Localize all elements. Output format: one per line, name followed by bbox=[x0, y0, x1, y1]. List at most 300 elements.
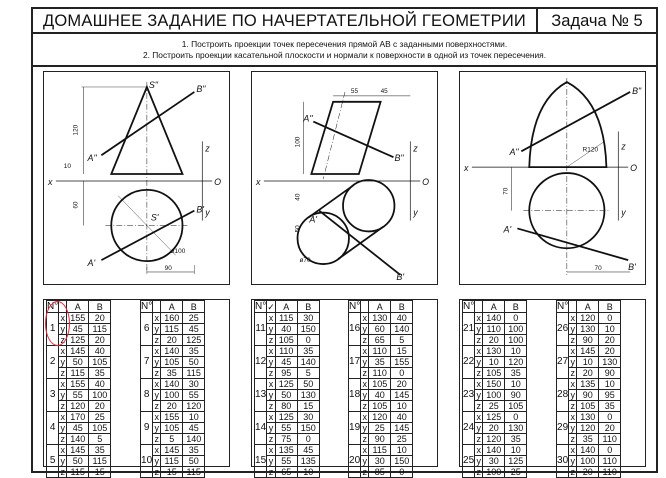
coord-label: y bbox=[362, 390, 367, 400]
value-b: 0 bbox=[599, 313, 621, 324]
header-a: A bbox=[275, 301, 297, 313]
variant-number: 6 bbox=[141, 313, 153, 346]
value-a: 50 bbox=[67, 456, 89, 467]
coord-label: x bbox=[60, 346, 65, 356]
coord-label: y bbox=[154, 390, 159, 400]
table-row bbox=[463, 445, 527, 456]
value-b: 140 bbox=[297, 357, 319, 368]
value-b: 95 bbox=[599, 390, 621, 401]
variant-number: 21 bbox=[463, 313, 475, 346]
value-b: 30 bbox=[183, 379, 205, 390]
point-b2-label: B" bbox=[196, 83, 206, 94]
value-a: 105 bbox=[483, 368, 505, 379]
coord-label: y bbox=[476, 456, 481, 466]
value-b: 45 bbox=[297, 445, 319, 456]
variant-number: 13 bbox=[255, 379, 267, 412]
axis-z-label: z bbox=[413, 143, 418, 154]
coord-label: y bbox=[570, 357, 575, 367]
value-b: 20 bbox=[89, 401, 111, 412]
value-b: 10 bbox=[505, 346, 527, 357]
coord-label: z bbox=[476, 467, 481, 477]
value-a: 110 bbox=[369, 368, 391, 379]
value-b: 145 bbox=[391, 423, 413, 434]
value-a: 125 bbox=[483, 412, 505, 423]
table-row bbox=[255, 412, 320, 423]
checkmark-icon: ✓ bbox=[267, 301, 275, 312]
value-b: 0 bbox=[599, 412, 621, 423]
variant-number: 5 bbox=[47, 445, 59, 478]
drawing-sheet bbox=[31, 7, 658, 477]
coord-label: y bbox=[476, 357, 481, 367]
coord-label: z bbox=[476, 335, 481, 345]
variant-table bbox=[556, 300, 621, 478]
value-a: 100 bbox=[577, 456, 599, 467]
value-b: 115 bbox=[89, 324, 111, 335]
coord-label: y bbox=[362, 423, 367, 433]
coord-label: z bbox=[362, 368, 367, 378]
value-b: 20 bbox=[89, 313, 111, 324]
instruction-2: 2. Построить проекции касательной плоскости и нормали к поверхности в одной из точек пересечения. bbox=[142, 50, 547, 60]
table-row bbox=[47, 346, 111, 357]
value-a: 115 bbox=[67, 467, 89, 478]
value-b: 35 bbox=[599, 401, 621, 412]
value-a: 135 bbox=[275, 445, 297, 456]
coord-label: x bbox=[362, 412, 367, 422]
coord-label: z bbox=[154, 401, 159, 411]
coord-label: z bbox=[267, 434, 276, 445]
coord-label: x bbox=[476, 445, 481, 455]
coord-label: y bbox=[154, 357, 159, 367]
coord-label: z bbox=[362, 434, 367, 444]
value-a: 50 bbox=[67, 357, 89, 368]
coord-label: z bbox=[570, 401, 575, 411]
point-b1-label: B' bbox=[396, 271, 405, 282]
coord-label: x bbox=[267, 379, 276, 390]
point-b2-label: B" bbox=[632, 85, 642, 96]
value-a: 105 bbox=[161, 357, 183, 368]
value-b: 0 bbox=[599, 445, 621, 456]
dim-70: 70 bbox=[502, 187, 510, 195]
variant-number: 22 bbox=[463, 346, 475, 379]
value-a: 20 bbox=[483, 335, 505, 346]
coord-label: z bbox=[267, 335, 276, 346]
value-a: 115 bbox=[161, 456, 183, 467]
value-b: 100 bbox=[505, 335, 527, 346]
value-a: 90 bbox=[577, 390, 599, 401]
value-a: 110 bbox=[369, 346, 391, 357]
value-a: 35 bbox=[369, 357, 391, 368]
value-b: 150 bbox=[391, 456, 413, 467]
dim-60: 60 bbox=[72, 201, 80, 209]
origin-label: O bbox=[422, 176, 430, 187]
value-b: 5 bbox=[89, 434, 111, 445]
coord-label: x bbox=[60, 379, 65, 389]
header-blank bbox=[569, 301, 577, 313]
value-b: 35 bbox=[183, 445, 205, 456]
value-a: 90 bbox=[369, 434, 391, 445]
value-b: 10 bbox=[391, 401, 413, 412]
table-row bbox=[141, 313, 205, 324]
value-b: 35 bbox=[505, 434, 527, 445]
header-b: B bbox=[183, 301, 205, 313]
value-b: 20 bbox=[599, 335, 621, 346]
variant-number: 20 bbox=[349, 445, 361, 478]
value-a: 120 bbox=[369, 412, 391, 423]
value-b: 5 bbox=[297, 368, 319, 379]
value-a: 115 bbox=[67, 368, 89, 379]
value-b: 35 bbox=[505, 368, 527, 379]
value-a: 100 bbox=[483, 390, 505, 401]
table-row bbox=[255, 445, 320, 456]
value-a: 125 bbox=[67, 335, 89, 346]
value-b: 20 bbox=[89, 335, 111, 346]
title-block bbox=[33, 9, 656, 34]
variant-number: 30 bbox=[557, 445, 569, 478]
axis-z-label: z bbox=[621, 141, 626, 152]
coord-label: x bbox=[570, 313, 575, 323]
table-row bbox=[255, 346, 320, 357]
coord-label: x bbox=[476, 412, 481, 422]
dim-d70: ø70 bbox=[299, 257, 311, 265]
table-row bbox=[349, 445, 413, 456]
value-a: 15 bbox=[161, 467, 183, 478]
coord-label: x bbox=[362, 445, 367, 455]
header-b: B bbox=[391, 301, 413, 313]
value-b: 40 bbox=[89, 379, 111, 390]
page-title: ДОМАШНЕЕ ЗАДАНИЕ ПО НАЧЕРТАТЕЛЬНОЙ ГЕОМЕТРИИ bbox=[33, 9, 538, 32]
coord-label: x bbox=[570, 412, 575, 422]
value-b: 100 bbox=[505, 324, 527, 335]
value-a: 145 bbox=[67, 445, 89, 456]
coord-label: x bbox=[570, 445, 575, 455]
axis-x-label: x bbox=[255, 176, 261, 187]
value-a: 115 bbox=[161, 324, 183, 335]
value-a: 120 bbox=[577, 423, 599, 434]
dim-100: 100 bbox=[294, 136, 302, 148]
value-b: 15 bbox=[297, 401, 319, 412]
variant-number: 9 bbox=[141, 412, 153, 445]
coord-label: x bbox=[476, 379, 481, 389]
variant-table bbox=[462, 300, 527, 478]
coord-label: y bbox=[570, 324, 575, 334]
value-a: 20 bbox=[161, 401, 183, 412]
value-a: 60 bbox=[369, 324, 391, 335]
header-a: A bbox=[67, 301, 89, 313]
value-b: 115 bbox=[183, 467, 205, 478]
point-a1-label: A' bbox=[309, 214, 318, 225]
origin-label: O bbox=[214, 176, 222, 187]
value-b: 0 bbox=[297, 335, 319, 346]
value-a: 25 bbox=[369, 423, 391, 434]
table-row bbox=[349, 412, 413, 423]
coord-label: y bbox=[267, 390, 276, 401]
value-a: 120 bbox=[577, 313, 599, 324]
value-b: 150 bbox=[297, 324, 319, 335]
table-row bbox=[47, 412, 111, 423]
variant-table bbox=[46, 300, 111, 478]
variant-table bbox=[254, 300, 320, 478]
variants-group-1 bbox=[43, 299, 230, 477]
variant-number: 24 bbox=[463, 412, 475, 445]
value-b: 145 bbox=[391, 390, 413, 401]
point-b1-label: B' bbox=[628, 262, 636, 273]
value-b: 20 bbox=[391, 379, 413, 390]
dim-r120: R120 bbox=[582, 146, 599, 154]
variants-group-3 bbox=[459, 299, 646, 477]
variant-number: 18 bbox=[349, 379, 361, 412]
value-b: 40 bbox=[391, 412, 413, 423]
value-b: 125 bbox=[505, 456, 527, 467]
value-a: 130 bbox=[577, 324, 599, 335]
coord-label: y bbox=[154, 456, 159, 466]
value-b: 15 bbox=[89, 467, 111, 478]
point-s2-label: S" bbox=[148, 79, 158, 90]
coord-label: z bbox=[60, 434, 65, 444]
value-b: 110 bbox=[599, 467, 621, 478]
table-row bbox=[349, 346, 413, 357]
value-b: 50 bbox=[297, 379, 319, 390]
value-b: 25 bbox=[505, 467, 527, 478]
value-a: 20 bbox=[161, 335, 183, 346]
axis-z-label: z bbox=[205, 143, 210, 154]
dim-50: 50 bbox=[294, 225, 302, 233]
header-b: B bbox=[297, 301, 319, 313]
origin-label: O bbox=[630, 163, 638, 174]
header-number: N° bbox=[255, 300, 267, 312]
table-row bbox=[557, 346, 621, 357]
value-b: 0 bbox=[505, 412, 527, 423]
value-a: 65 bbox=[369, 335, 391, 346]
header-a: A bbox=[161, 301, 183, 313]
coord-label: z bbox=[570, 368, 575, 378]
coord-label: y bbox=[362, 324, 367, 334]
value-a: 145 bbox=[67, 346, 89, 357]
coord-label: y bbox=[60, 423, 65, 433]
coord-label: x bbox=[60, 313, 65, 323]
coord-label: y bbox=[570, 423, 575, 433]
variant-number: 23 bbox=[463, 379, 475, 412]
coord-label: y bbox=[267, 324, 276, 335]
value-a: 140 bbox=[577, 445, 599, 456]
value-b: 10 bbox=[391, 445, 413, 456]
table-row bbox=[557, 445, 621, 456]
header-number: N° bbox=[463, 300, 475, 312]
axis-x-label: x bbox=[463, 163, 469, 174]
table-row bbox=[47, 313, 111, 324]
coord-label: y bbox=[60, 324, 65, 334]
coord-label: x bbox=[476, 346, 481, 356]
table-row bbox=[141, 379, 205, 390]
value-a: 140 bbox=[161, 346, 183, 357]
header-number: N° bbox=[141, 300, 153, 312]
header-a: A bbox=[369, 301, 391, 313]
value-b: 135 bbox=[297, 456, 319, 467]
value-a: 45 bbox=[275, 357, 297, 368]
point-s1-label: S' bbox=[150, 212, 159, 223]
coord-label: z bbox=[154, 368, 159, 378]
value-b: 0 bbox=[505, 313, 527, 324]
task-number: Задача № 5 bbox=[551, 12, 643, 30]
value-a: 35 bbox=[161, 368, 183, 379]
cylinder-drawing bbox=[252, 72, 437, 284]
value-b: 10 bbox=[599, 379, 621, 390]
coord-label: z bbox=[362, 467, 367, 477]
coord-label: y bbox=[476, 324, 481, 334]
value-a: 145 bbox=[577, 346, 599, 357]
value-b: 130 bbox=[599, 357, 621, 368]
table-row bbox=[141, 412, 205, 423]
sphere-drawing bbox=[460, 72, 645, 284]
value-b: 10 bbox=[599, 324, 621, 335]
value-a: 140 bbox=[67, 434, 89, 445]
coord-label: z bbox=[60, 401, 65, 411]
table-row bbox=[349, 379, 413, 390]
coord-label: z bbox=[154, 434, 159, 444]
coord-label: y bbox=[267, 456, 276, 467]
coord-label: y bbox=[476, 423, 481, 433]
value-a: 125 bbox=[275, 412, 297, 423]
value-a: 95 bbox=[275, 368, 297, 379]
coord-label: z bbox=[476, 401, 481, 411]
table-row bbox=[141, 445, 205, 456]
coord-label: x bbox=[154, 313, 159, 323]
coord-label: z bbox=[267, 368, 276, 379]
value-b: 30 bbox=[297, 313, 319, 324]
variant-number: 3 bbox=[47, 379, 59, 412]
value-b: 20 bbox=[599, 346, 621, 357]
header-blank bbox=[153, 301, 161, 313]
value-a: 105 bbox=[275, 335, 297, 346]
axis-y-label: y bbox=[621, 207, 626, 218]
variant-number: 29 bbox=[557, 412, 569, 445]
value-a: 130 bbox=[369, 313, 391, 324]
value-b: 35 bbox=[297, 346, 319, 357]
variant-number: 19 bbox=[349, 412, 361, 445]
coord-label: z bbox=[154, 467, 159, 477]
value-b: 25 bbox=[183, 313, 205, 324]
coord-label: x bbox=[154, 445, 159, 455]
value-a: 30 bbox=[483, 456, 505, 467]
value-a: 45 bbox=[67, 324, 89, 335]
coord-label: y bbox=[570, 456, 575, 466]
value-a: 80 bbox=[275, 401, 297, 412]
header-b: B bbox=[505, 301, 527, 313]
value-b: 115 bbox=[183, 368, 205, 379]
table-row bbox=[463, 313, 527, 324]
value-a: 40 bbox=[369, 390, 391, 401]
header-a: A bbox=[577, 301, 599, 313]
point-a1-label: A' bbox=[87, 258, 96, 269]
value-b: 10 bbox=[183, 412, 205, 423]
variant-table bbox=[348, 300, 413, 478]
value-a: 115 bbox=[275, 313, 297, 324]
value-a: 65 bbox=[275, 467, 297, 478]
value-a: 120 bbox=[483, 434, 505, 445]
dim-45: 45 bbox=[380, 87, 388, 95]
value-a: 145 bbox=[161, 445, 183, 456]
axis-y-label: y bbox=[413, 207, 418, 218]
coord-label: x bbox=[362, 346, 367, 356]
coord-label: y bbox=[570, 390, 575, 400]
coord-label: y bbox=[60, 456, 65, 466]
value-b: 130 bbox=[297, 390, 319, 401]
value-b: 10 bbox=[505, 379, 527, 390]
instructions bbox=[33, 34, 656, 67]
coord-label: y bbox=[60, 357, 65, 367]
value-a: 155 bbox=[67, 379, 89, 390]
dim-120: 120 bbox=[72, 124, 80, 136]
value-b: 105 bbox=[89, 357, 111, 368]
dim-55: 55 bbox=[350, 87, 359, 95]
value-b: 25 bbox=[89, 412, 111, 423]
figure-cylinder bbox=[251, 71, 438, 285]
table-row bbox=[47, 379, 111, 390]
coord-label: z bbox=[154, 335, 159, 345]
value-a: 115 bbox=[369, 445, 391, 456]
value-b: 150 bbox=[297, 423, 319, 434]
point-a1-label: A' bbox=[503, 224, 512, 235]
table-row bbox=[141, 346, 205, 357]
coord-label: z bbox=[570, 335, 575, 345]
coord-label: x bbox=[154, 412, 159, 422]
variant-number: 17 bbox=[349, 346, 361, 379]
coord-label: z bbox=[570, 434, 575, 444]
value-a: 40 bbox=[275, 324, 297, 335]
value-a: 35 bbox=[577, 434, 599, 445]
value-b: 15 bbox=[391, 346, 413, 357]
value-b: 90 bbox=[599, 368, 621, 379]
cone-drawing bbox=[44, 72, 229, 284]
value-b: 40 bbox=[391, 313, 413, 324]
coord-label: y bbox=[154, 324, 159, 334]
variant-number: 25 bbox=[463, 445, 475, 478]
variant-number: 27 bbox=[557, 346, 569, 379]
header-a: A bbox=[483, 301, 505, 313]
value-a: 140 bbox=[161, 379, 183, 390]
coord-label: z bbox=[267, 467, 276, 478]
coord-label: y bbox=[362, 456, 367, 466]
value-a: 20 bbox=[483, 423, 505, 434]
coord-label: x bbox=[570, 346, 575, 356]
coord-label: x bbox=[267, 313, 276, 324]
table-row bbox=[463, 379, 527, 390]
table-row bbox=[47, 445, 111, 456]
value-b: 20 bbox=[599, 423, 621, 434]
header-b: B bbox=[599, 301, 621, 313]
value-a: 10 bbox=[577, 357, 599, 368]
coord-label: x bbox=[154, 346, 159, 356]
coord-label: y bbox=[154, 423, 159, 433]
value-a: 105 bbox=[161, 423, 183, 434]
value-b: 155 bbox=[391, 357, 413, 368]
value-a: 100 bbox=[161, 390, 183, 401]
value-b: 120 bbox=[505, 357, 527, 368]
dim-40: 40 bbox=[294, 193, 302, 201]
coord-label: y bbox=[267, 423, 276, 434]
table-row bbox=[463, 346, 527, 357]
header-number: N° bbox=[47, 300, 59, 312]
coord-label: y bbox=[476, 390, 481, 400]
value-a: 105 bbox=[369, 379, 391, 390]
value-b: 115 bbox=[89, 456, 111, 467]
axis-y-label: y bbox=[205, 207, 210, 218]
value-b: 55 bbox=[183, 390, 205, 401]
point-b2-label: B" bbox=[394, 153, 404, 164]
coord-label: y bbox=[362, 357, 367, 367]
value-b: 105 bbox=[505, 401, 527, 412]
point-a2-label: A" bbox=[303, 113, 313, 124]
figure-sphere bbox=[459, 71, 646, 285]
